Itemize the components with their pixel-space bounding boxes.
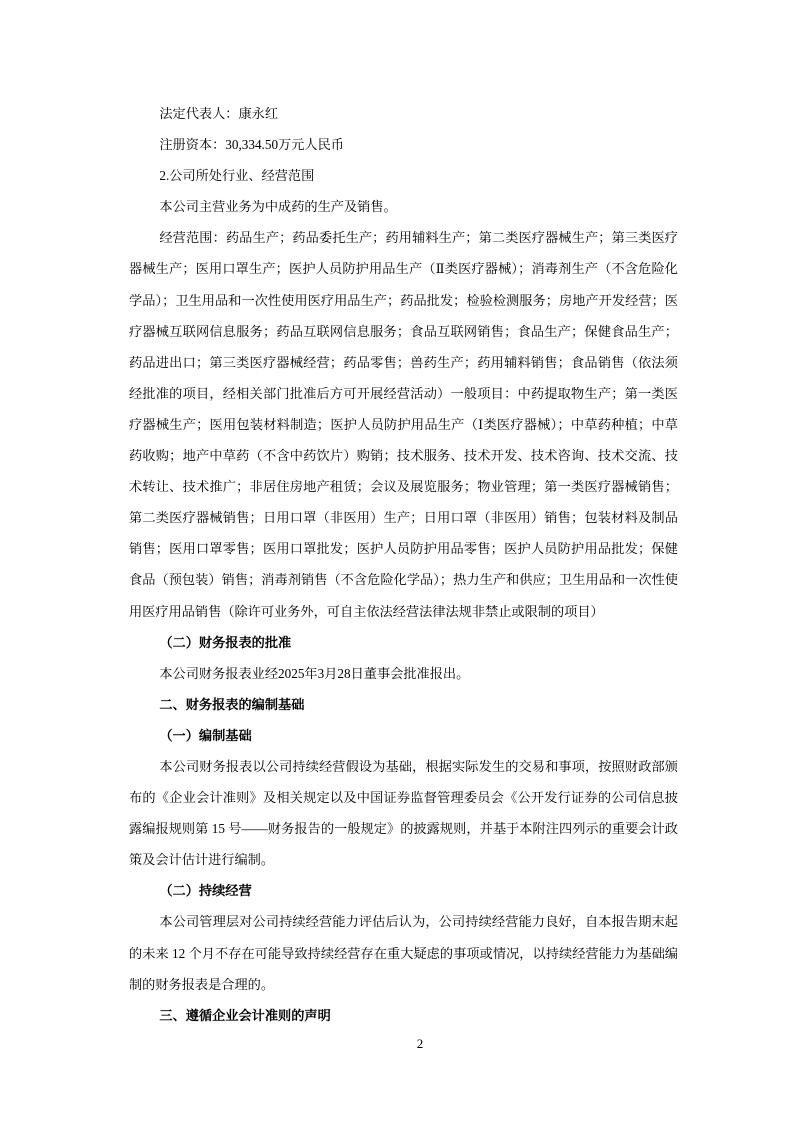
page-content [129, 98, 678, 1031]
line-approval-statement: 本公司财务报表业经2025年3月28日董事会批准报出。 [159, 665, 470, 681]
paragraph-preparation-basis: 本公司财务报表以公司持续经营假设为基础，根据实际发生的交易和事项，按照财政部颁布的《企业会计准则》及相关规定以及中国证券监督管理委员会《公开发行证券的公司信息披露编报规则第 15 号——财务报告的一般规定》的披露规则，并基于本附注四列示的重要会计政策及会计估计进行编制。 [129, 758, 678, 868]
paragraph-business-scope: 经营范围：药品生产；药品委托生产；药用辅料生产；第二类医疗器械生产；第三类医疗器械生产；医用口罩生产；医护人员防护用品生产（Ⅱ类医疗器械）；消毒剂生产（不含危险化学品）；卫生用品和一次性使用医疗用品生产；药品批发；检验检测服务；房地产开发经营；医疗器械互联网信息服务；药品互联网信息服务；食品互联网销售；食品生产；保健食品生产；药品进出口；第三类医疗器械经营；药品零售；兽药生产；药用辅料销售；食品销售（依法须经批准的项目，经相关部门批准后方可开展经营活动）一般项目：中药提取物生产；第一类医疗器械生产；医用包装材料制造；医护人员防护用品生产（Ⅰ类医疗器械）；中草药种植；中草药收购；地产中草药（不含中药饮片）购销；技术服务、技术开发、技术咨询、技术交流、技术转让、技术推广；非居住房地产租赁；会议及展览服务；物业管理；第一类医疗器械销售；第二类医疗器械销售；日用口罩（非医用）生产；日用口罩（非医用）销售；包装材料及制品销售；医用口罩零售；医用口罩批发；医护人员防护用品零售；医护人员防护用品批发；保健食品（预包装）销售；消毒剂销售（不含危险化学品）；热力生产和供应；卫生用品和一次性使用医疗用品销售（除许可业务外，可自主依法经营法律法规非禁止或限制的项目） [129, 230, 678, 619]
page-number: 2 [416, 1036, 424, 1051]
heading-financial-statements-approval: （二）财务报表的批准 [159, 634, 292, 650]
line-legal-representative: 法定代表人：康永红 [159, 106, 279, 121]
heading-preparation-basis: （一）编制基础 [159, 727, 252, 743]
heading-accounting-standards-compliance: 三、遵循企业会计准则的声明 [159, 1007, 331, 1023]
line-main-business: 本公司主营业务为中成药的生产及销售。 [159, 199, 397, 215]
heading-going-concern: （二）持续经营 [159, 883, 252, 899]
line-industry-scope-title: 2.公司所处行业、经营范围 [159, 168, 315, 184]
heading-preparation-basis-section: 二、财务报表的编制基础 [159, 696, 305, 712]
paragraph-going-concern: 本公司管理层对公司持续经营能力评估后认为，公司持续经营能力良好，自本报告期末起的未来 12 个月不存在可能导致持续经营存在重大疑虑的事项或情况，以持续经营能力为基础编制的财务报表是合理的。 [129, 914, 678, 992]
line-registered-capital: 注册资本：30,334.50万元人民币 [159, 137, 344, 153]
